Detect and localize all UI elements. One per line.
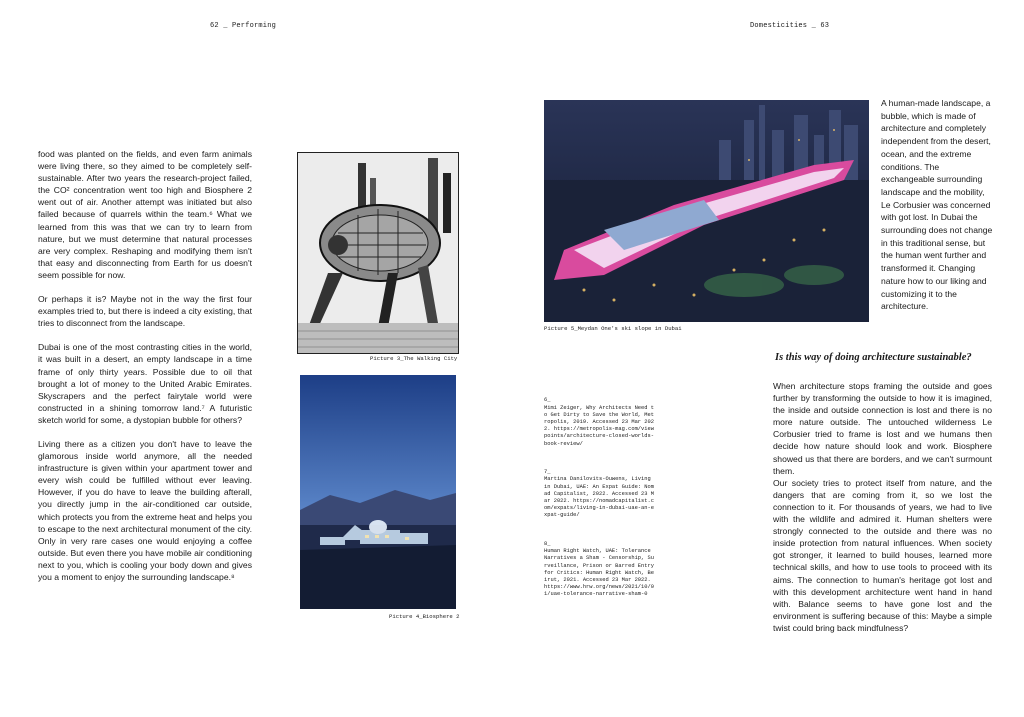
paragraph: Dubai is one of the most contrasting cities in the world, it was built in a desert, an empty landscape in a time frame of only thirty years. Possible due to oil that brought a lot of money to the United Arabic Emirates. Skyscrapers and the perfect fairytale world were constructed in a shining tomorrow land.⁷ A futuristic sketch world for some, a dystopian bubble for others? — [38, 342, 252, 425]
footnote: 8_ Human Right Watch, UAE: Tolerance Narratives a Sham - Censorship, Surveillance, Prison or Barred Entry for Critics: Human Right Watch, Beirut, 2021. Accessed 23 Mar 2022. https://www.hrw.org/news/2021/10/01/uae-tolerance-narrative-sham-0 — [544, 541, 654, 598]
paragraph: Or perhaps it is? Maybe not in the way the first four examples tried to, but there is indeed a city existing, that tries to disconnect from the landscape. — [38, 294, 253, 329]
walking-city-image — [297, 152, 459, 354]
side-text: A human-made landscape, a bubble, which is made of architecture and completely independent from the desert, ocean, and the extreme conditions. The exchangeable surrounding landscape and the mobility, Le Corbusier was concerned with got lost. In Dubai the surrounding does not change in this traditional sense, but the human went further and transformed it. Changing nature how to our liking and customizing it to the architecture. — [881, 98, 993, 312]
picture4-caption: Picture 4_Biosphere 2 — [389, 613, 460, 620]
left-page-header: 62 _ Performing — [210, 22, 277, 30]
paragraph: food was planted on the fields, and even farm animals were living there, so they aimed to be completely self-sustainable. After two years the research-project failed, the CO² concentration went too high and Biosphere 2 went out of air. Another attempt was initiated but also failed because of quarrels within the team.⁶ What we learned from this was that we can try to learn from nature, but we must determine that natural processes are very complex. Reshaping and modifying them isn't that easy and disconnecting from Earth for us doesn't seem possible for now. — [38, 149, 252, 280]
footnote: 6_ Mimi Zeiger, Why Architects Need to Get Dirty to Save the World, Metropolis, 2019. Accessed 23 Mar 2022. https://metropolis-mag.com/viewpoints/architecture-closed-worlds-book-review/ — [544, 397, 654, 447]
footnotes — [544, 383, 654, 613]
right-body-text — [773, 380, 992, 646]
paragraph: Our society tries to protect itself from nature, and the dangers that are coming from it, so we lost the connection to it. For thousands of years, we had to live with the wildlife and admired it. Human shelters were strongly connected to the outside and there was no inside protection from natural influences. When society got stronger, it learned to build houses, learned more technical skills, and how to use tools to proceed with its aims. The connection to human's heritage got lost and with this development architecture went hand in hand with. Balance seems to have gone lost and the environment is suffering because of this: Maybe a simple twist could bring back mindfulness? — [773, 477, 992, 633]
picture5-caption: Picture 5_Meydan One's ski slope in Dubai — [544, 325, 682, 332]
picture3-caption: Picture 3_The Walking City — [370, 355, 458, 362]
footnote: 7_ Martina Danilovits-Ouwens, Living in Dubai, UAE: An Expat Guide: Nomad Capitalist, 2022. Accessed 23 Mar 2022. https://nomadcapitalist.com/expats/living-in-dubai-uae-an-expat-guide/ — [544, 469, 654, 519]
right-page-header: Domesticities _ 63 — [750, 22, 830, 30]
paragraph: When architecture stops framing the outside and goes further by transforming the outside to how it is imagined, the inside and outside connection is lost and there is no more nature outside. The untouched wilderness Le Corbusier tried to frame is lost and we humans then decide how nature should look and work. Biosphere showed us that there are borders, and we can't surmount them. — [773, 381, 992, 476]
left-body-text — [38, 148, 252, 595]
section-heading: Is this way of doing architecture sustainable? — [775, 352, 972, 363]
biosphere-image — [300, 375, 456, 609]
paragraph: Living there as a citizen you don't have to leave the glamorous inside world anymore, all the needed infrastructure is given within your apartment tower and every wish could be fulfilled without ever leaving. However, if you do have to leave the building afterall, you directly jump in the air-conditioned car outside, which protects you from the extreme heat and helps you to escape to the next architectural monument of the city. Only in very rare cases one would enjoying a coffee outside. But even there you have mobile air conditioning next to you, which is cooling your body down and gives you a moment to enjoy the surrounding landscape.⁸ — [38, 438, 252, 582]
biosphere-illustration — [300, 375, 456, 609]
dubai-ski-slope-image — [544, 100, 869, 322]
walking-city-illustration — [298, 153, 458, 353]
dubai-night-illustration — [544, 100, 869, 322]
